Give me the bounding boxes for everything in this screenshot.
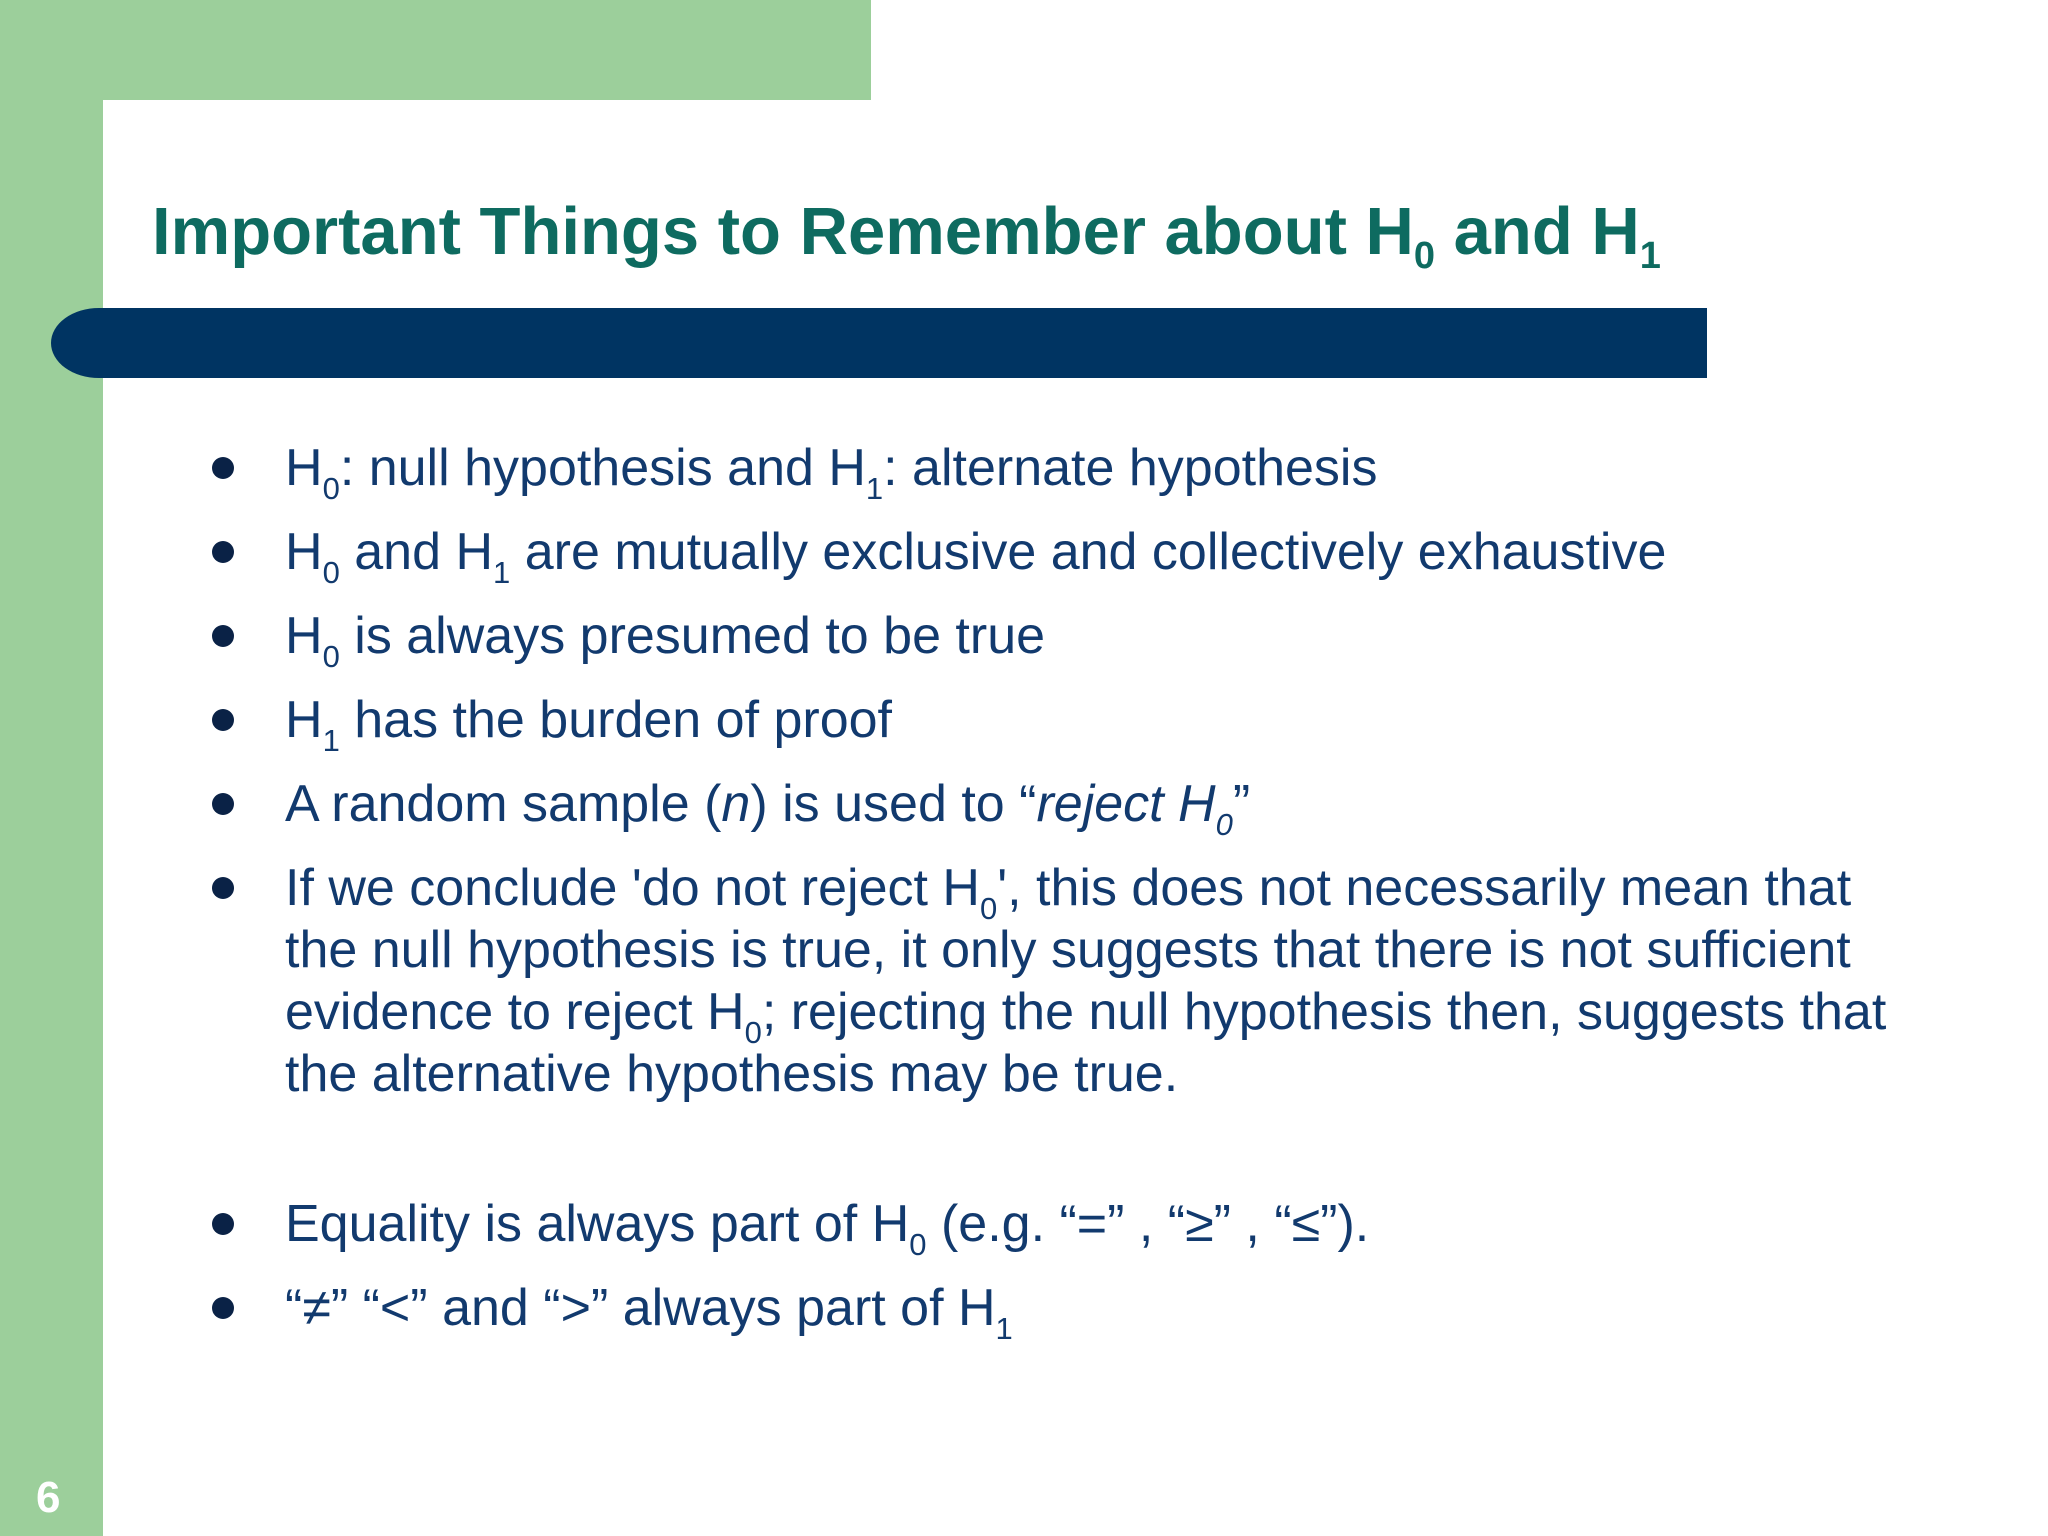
slide-title-sub1: 1 [1639,235,1661,277]
bullet-dot [212,1213,234,1235]
bullet-item [285,1277,1905,1346]
bullet-text [285,775,1251,842]
bullet-dot [212,457,234,479]
bullet-dot [212,1297,234,1319]
bullet-item [285,605,1905,674]
subscript: 0 [1215,807,1233,842]
title-underline-bar [51,308,1707,378]
bullet-text [285,691,892,758]
bullet-text [285,607,1046,674]
bullet-item [285,521,1905,590]
bullet-dot [212,877,234,899]
subscript: 0 [322,555,340,590]
left-green-band [0,0,103,1536]
subscript: 0 [744,1015,762,1050]
text-run: H [285,523,323,581]
subscript: 1 [995,1311,1013,1346]
bullet-dot [212,793,234,815]
subscript: 0 [979,891,998,926]
text-run: ” [1232,775,1251,833]
bullet-text [285,1195,1370,1262]
italic-text: reject H [1036,775,1216,833]
bullet-text [285,523,1667,590]
text-run: H [285,439,323,497]
slide-title [152,194,1661,277]
bullet-text [285,859,1886,1103]
text-run: has the burden of proof [339,691,892,749]
page-number: 6 [36,1473,61,1522]
top-green-band [0,0,871,100]
subscript: 1 [493,555,511,590]
bullet-item [285,1193,1905,1262]
bullet-dot [212,709,234,731]
bullet-item [285,437,1905,506]
text-run: and H [339,523,494,581]
bullet-item [285,857,1905,1105]
italic-text: n [721,775,751,833]
bullet-item [285,773,1905,842]
text-run: : null hypothesis and H [339,439,866,497]
text-run: are mutually exclusive and collectively exhaustive [510,523,1667,581]
text-run: A random sample ( [285,775,722,833]
text-run: Equality is always part of H [285,1195,910,1253]
text-run: H [285,607,323,665]
bullet-item [285,689,1905,758]
bullet-text [285,1279,1013,1346]
bullet-dot [212,541,234,563]
text-run: If we conclude 'do not reject H [285,859,980,917]
subscript: 0 [909,1227,927,1262]
bullet-text [285,439,1378,506]
text-run: H [285,691,323,749]
text-run: : alternate hypothesis [883,439,1378,497]
subscript: 0 [322,639,340,674]
subscript: 1 [865,471,884,506]
subscript: 1 [322,723,340,758]
slide-title-sub0: 0 [1413,235,1436,277]
text-run: ) is used to “ [750,775,1037,833]
slide-title-text: Important Things to Remember about H [152,194,1414,269]
text-run: “≠” “<” and “>” always part of H [285,1279,996,1337]
text-run: (e.g. “=” , “≥” , “≤”). [926,1195,1370,1253]
text-run: is always presumed to be true [339,607,1046,665]
subscript: 0 [322,471,340,506]
slide-title-mid: and H [1435,194,1640,269]
text-run: ; rejecting the null hypothesis then, suggests that the alternative hypothesis may be true. [285,983,1887,1103]
text-run: ', this does not necessarily mean that the null hypothesis is true, it only suggests that there is not sufficient evidence to reject H [285,859,1852,1041]
bullet-dot [212,625,234,647]
